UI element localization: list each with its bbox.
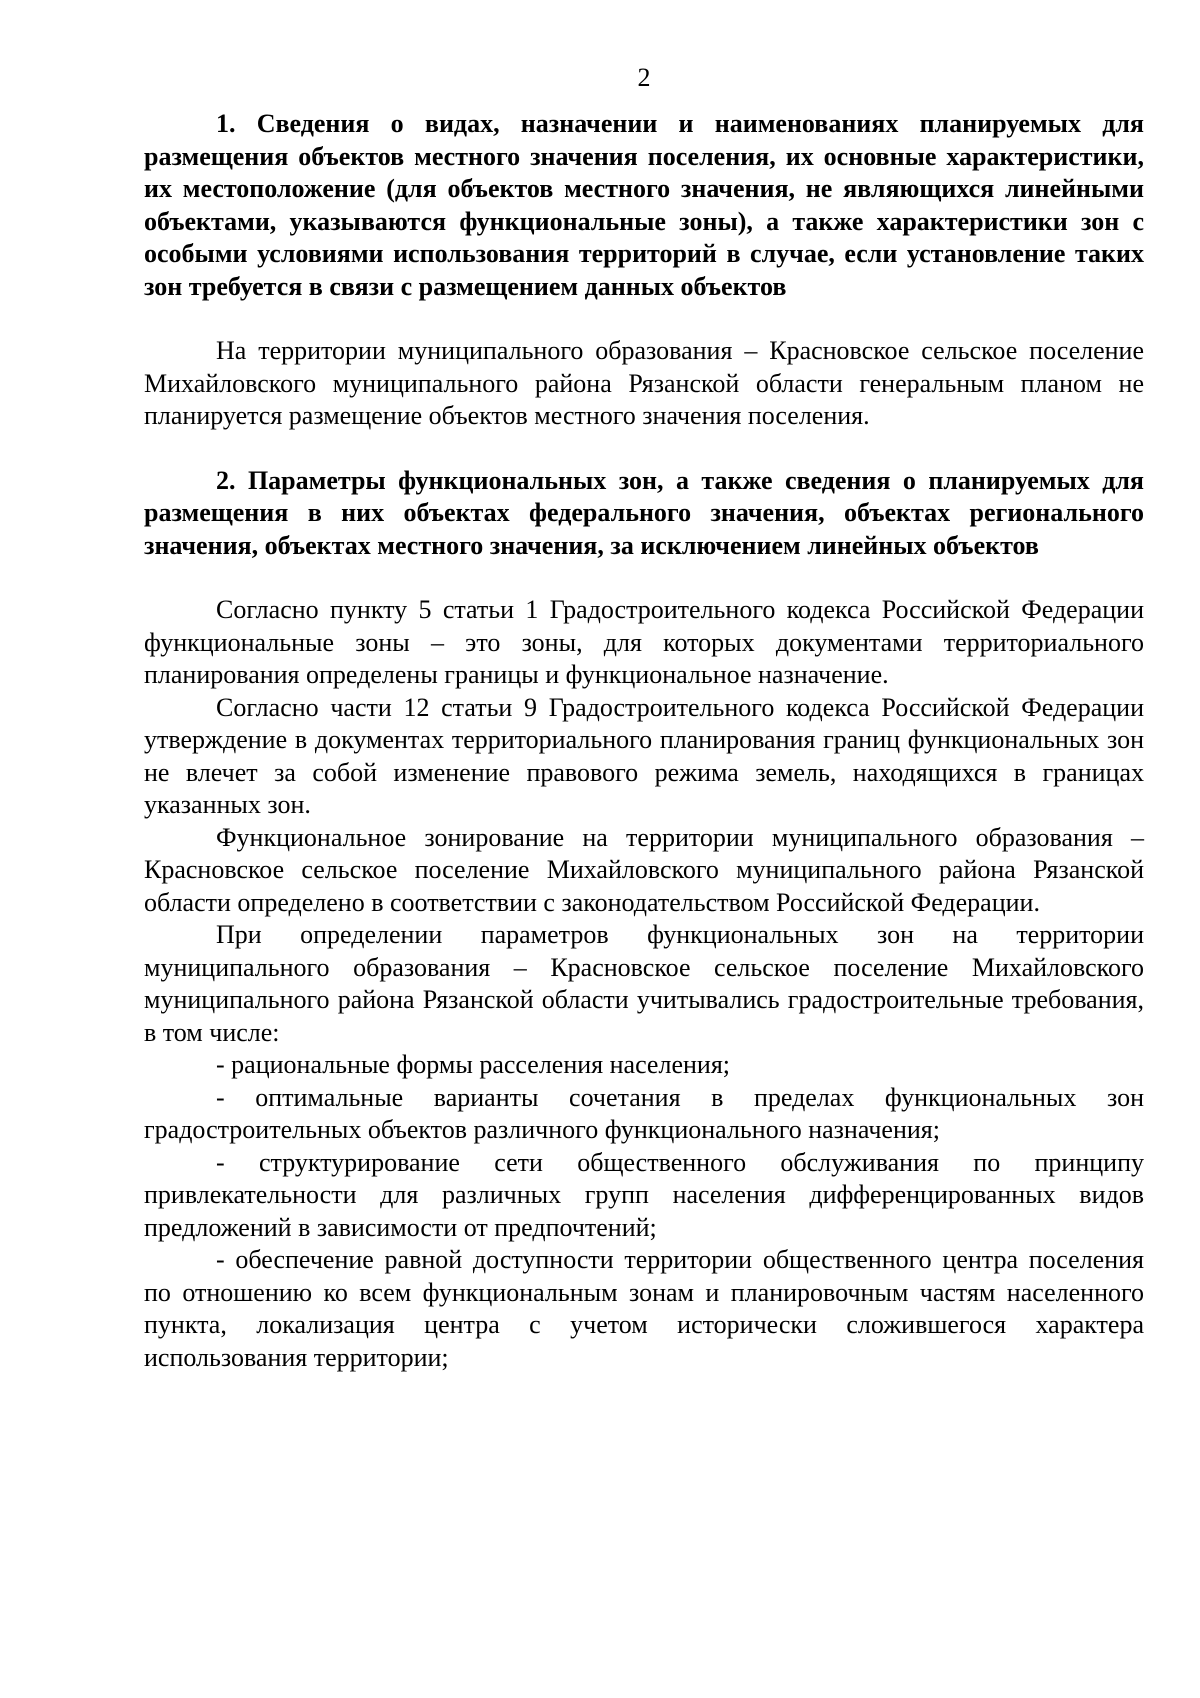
section-2-paragraph: При определении параметров функциональных зон на территории муниципального образования – Красновское сельское поселение Михайловского муниципального района Рязанской области учитывались градостроительные требования, в том числе:: [144, 920, 1144, 1047]
section-2-heading: 2. Параметры функциональных зон, а также сведения о планируемых для размещения в них объектах федерального значения, объектах регионального значения, объектах местного значения, за исключением линейных объектов: [144, 465, 1144, 560]
section-spacer: [144, 433, 1144, 465]
document-body: [144, 108, 1144, 1374]
section-spacer: [144, 303, 1144, 335]
section-2-paragraph: Функциональное зонирование на территории муниципального образования – Красновское сельское поселение Михайловского муниципального района Рязанской области определено в соответствии с законодательством Российской Федерации.: [144, 822, 1144, 917]
section-spacer: [144, 562, 1144, 594]
list-item: - оптимальные варианты сочетания в пределах функциональных зон градостроительных объектов различного функционального назначения;: [144, 1082, 1144, 1144]
section-2-paragraph: Согласно пункту 5 статьи 1 Градостроительного кодекса Российской Федерации функциональные зоны – это зоны, для которых документами территориального планирования определены границы и функциональное назначение.: [144, 595, 1144, 689]
list-item: - структурирование сети общественного обслуживания по принципу привлекательности для различных групп населения дифференцированных видов предложений в зависимости от предпочтений;: [144, 1147, 1144, 1242]
section-1-heading: 1. Сведения о видах, назначении и наименованиях планируемых для размещения объектов местного значения поселения, их основные характеристики, их местоположение (для объектов местного значения, не являющихся линейными объектами, указываются функциональные зоны), а также характеристики зон с особыми условиями использования территорий в случае, если установление таких зон требуется в связи с размещением данных объектов: [144, 109, 1144, 301]
section-1-paragraph: На территории муниципального образования – Красновское сельское поселение Михайловского муниципального района Рязанской области генеральным планом не планируется размещение объектов местного значения поселения.: [144, 336, 1144, 430]
list-item: - обеспечение равной доступности территории общественного центра поселения по отношению ко всем функциональным зонам и планировочным частям населенного пункта, локализация центра с учетом исторически сложившегося характера использования территории;: [144, 1245, 1144, 1372]
list-item: - рациональные формы расселения населения;: [216, 1050, 730, 1079]
section-2-paragraph: Согласно части 12 статьи 9 Градостроительного кодекса Российской Федерации утверждение в документах территориального планирования границ функциональных зон не влечет за собой изменение правового режима земель, находящихся в границах указанных зон.: [144, 692, 1144, 819]
page-number: 2: [637, 63, 651, 92]
